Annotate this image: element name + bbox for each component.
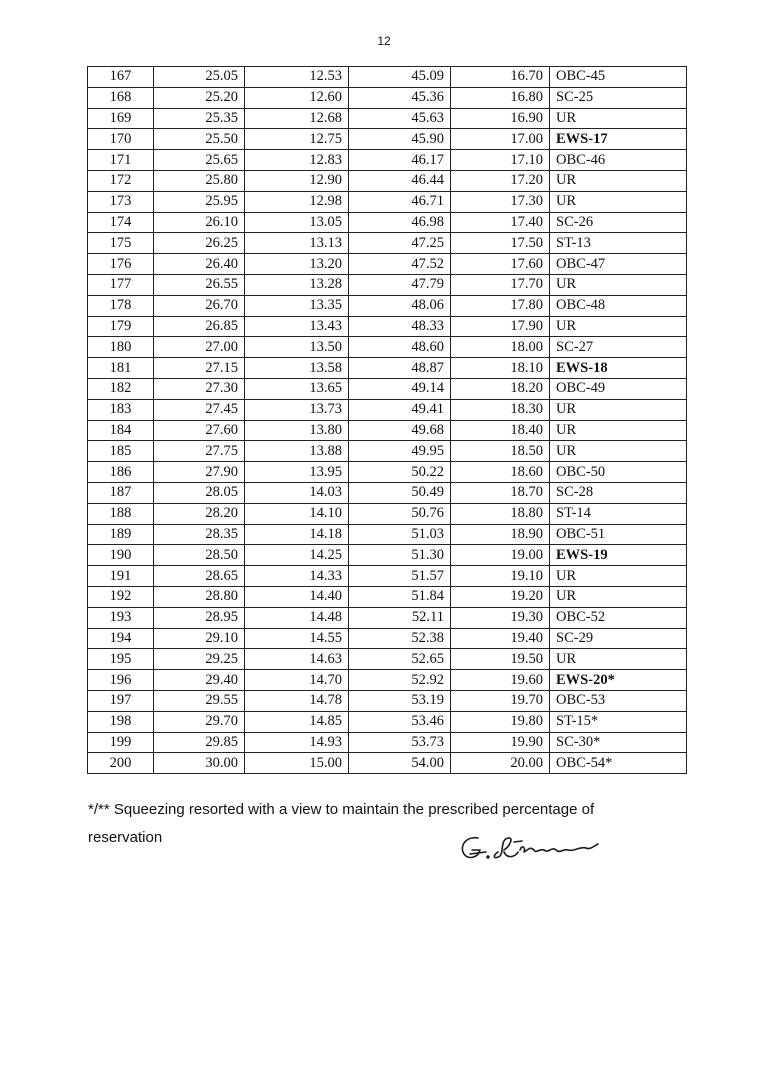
cell-col-4: 45.09 [349, 67, 451, 88]
cell-serial-no: 181 [88, 358, 154, 379]
cell-col-3: 14.10 [245, 503, 349, 524]
cell-col-5: 16.70 [451, 67, 550, 88]
cell-serial-no: 178 [88, 295, 154, 316]
cell-col-5: 19.90 [451, 732, 550, 753]
cell-category: ST-14 [550, 503, 687, 524]
cell-col-5: 18.10 [451, 358, 550, 379]
cell-col-4: 52.11 [349, 607, 451, 628]
cell-col-4: 45.63 [349, 108, 451, 129]
cell-category: UR [550, 170, 687, 191]
cell-serial-no: 182 [88, 378, 154, 399]
table-row [88, 545, 687, 566]
cell-col-5: 16.90 [451, 108, 550, 129]
cell-serial-no: 189 [88, 524, 154, 545]
cell-col-5: 17.30 [451, 191, 550, 212]
cell-col-3: 13.58 [245, 358, 349, 379]
cell-col-3: 13.13 [245, 233, 349, 254]
table-row [88, 524, 687, 545]
cell-serial-no: 200 [88, 753, 154, 774]
cell-col-2: 29.40 [154, 670, 245, 691]
cell-col-4: 47.52 [349, 254, 451, 275]
cell-col-5: 18.40 [451, 420, 550, 441]
cell-col-5: 19.30 [451, 607, 550, 628]
cell-col-3: 12.60 [245, 87, 349, 108]
cell-col-4: 51.30 [349, 545, 451, 566]
cell-category: EWS-20* [550, 670, 687, 691]
table-row [88, 378, 687, 399]
cell-serial-no: 195 [88, 649, 154, 670]
cell-col-5: 18.50 [451, 441, 550, 462]
cell-serial-no: 188 [88, 503, 154, 524]
cell-category: UR [550, 649, 687, 670]
page-number: 12 [377, 34, 391, 48]
cell-col-3: 12.75 [245, 129, 349, 150]
cell-category: ST-13 [550, 233, 687, 254]
cell-col-3: 13.43 [245, 316, 349, 337]
cell-col-2: 27.45 [154, 399, 245, 420]
table-row [88, 753, 687, 774]
cell-col-4: 49.95 [349, 441, 451, 462]
cell-serial-no: 177 [88, 274, 154, 295]
cell-col-4: 48.60 [349, 337, 451, 358]
cell-col-5: 18.80 [451, 503, 550, 524]
cell-category: EWS-19 [550, 545, 687, 566]
cell-serial-no: 173 [88, 191, 154, 212]
table-row [88, 295, 687, 316]
table-row [88, 129, 687, 150]
table-row [88, 732, 687, 753]
cell-category: OBC-52 [550, 607, 687, 628]
cell-category: UR [550, 191, 687, 212]
cell-col-2: 29.10 [154, 628, 245, 649]
cell-col-2: 25.95 [154, 191, 245, 212]
cell-category: OBC-51 [550, 524, 687, 545]
cell-col-3: 14.85 [245, 711, 349, 732]
cell-category: UR [550, 586, 687, 607]
table-row [88, 191, 687, 212]
table-row [88, 87, 687, 108]
cell-col-3: 13.88 [245, 441, 349, 462]
cell-col-2: 28.50 [154, 545, 245, 566]
cell-col-3: 12.98 [245, 191, 349, 212]
cell-col-4: 49.41 [349, 399, 451, 420]
cell-serial-no: 171 [88, 150, 154, 171]
cell-serial-no: 191 [88, 566, 154, 587]
cell-col-5: 18.30 [451, 399, 550, 420]
table-row [88, 670, 687, 691]
cell-category: SC-25 [550, 87, 687, 108]
footnote: */** Squeezing resorted with a view to maintain the prescribed percentage of reservation [88, 801, 595, 846]
cell-col-3: 15.00 [245, 753, 349, 774]
cell-col-4: 46.71 [349, 191, 451, 212]
cell-col-3: 14.63 [245, 649, 349, 670]
cell-category: OBC-45 [550, 67, 687, 88]
cell-col-2: 25.05 [154, 67, 245, 88]
cell-col-3: 14.70 [245, 670, 349, 691]
cell-col-2: 28.65 [154, 566, 245, 587]
cell-col-2: 26.85 [154, 316, 245, 337]
cell-col-4: 53.19 [349, 690, 451, 711]
cell-col-4: 54.00 [349, 753, 451, 774]
cell-col-4: 52.38 [349, 628, 451, 649]
cell-col-3: 13.50 [245, 337, 349, 358]
cell-col-5: 18.60 [451, 462, 550, 483]
roster-table-body [88, 67, 687, 774]
cell-col-3: 12.83 [245, 150, 349, 171]
roster-table [87, 66, 687, 774]
cell-category: SC-27 [550, 337, 687, 358]
table-row [88, 233, 687, 254]
cell-col-2: 28.35 [154, 524, 245, 545]
cell-serial-no: 174 [88, 212, 154, 233]
cell-category: OBC-53 [550, 690, 687, 711]
cell-category: OBC-54* [550, 753, 687, 774]
cell-col-5: 17.20 [451, 170, 550, 191]
cell-category: OBC-48 [550, 295, 687, 316]
table-row [88, 212, 687, 233]
cell-col-2: 27.90 [154, 462, 245, 483]
cell-col-3: 14.03 [245, 482, 349, 503]
cell-col-5: 16.80 [451, 87, 550, 108]
cell-serial-no: 186 [88, 462, 154, 483]
cell-col-5: 20.00 [451, 753, 550, 774]
cell-category: OBC-49 [550, 378, 687, 399]
cell-col-5: 17.40 [451, 212, 550, 233]
cell-col-2: 27.00 [154, 337, 245, 358]
cell-serial-no: 167 [88, 67, 154, 88]
cell-serial-no: 193 [88, 607, 154, 628]
cell-col-2: 27.75 [154, 441, 245, 462]
cell-col-3: 14.18 [245, 524, 349, 545]
cell-col-4: 45.90 [349, 129, 451, 150]
table-row [88, 628, 687, 649]
cell-col-3: 13.35 [245, 295, 349, 316]
cell-col-5: 18.70 [451, 482, 550, 503]
cell-category: UR [550, 441, 687, 462]
cell-col-5: 18.20 [451, 378, 550, 399]
cell-category: SC-30* [550, 732, 687, 753]
cell-col-3: 13.95 [245, 462, 349, 483]
cell-serial-no: 196 [88, 670, 154, 691]
table-row [88, 503, 687, 524]
table-row [88, 254, 687, 275]
cell-col-4: 51.03 [349, 524, 451, 545]
table-row [88, 482, 687, 503]
cell-col-4: 46.44 [349, 170, 451, 191]
table-row [88, 566, 687, 587]
cell-col-2: 27.15 [154, 358, 245, 379]
cell-col-3: 13.73 [245, 399, 349, 420]
cell-serial-no: 179 [88, 316, 154, 337]
cell-col-2: 28.05 [154, 482, 245, 503]
cell-col-3: 14.33 [245, 566, 349, 587]
cell-col-5: 19.70 [451, 690, 550, 711]
cell-serial-no: 192 [88, 586, 154, 607]
cell-col-2: 25.50 [154, 129, 245, 150]
cell-category: UR [550, 274, 687, 295]
cell-col-2: 27.30 [154, 378, 245, 399]
table-row [88, 170, 687, 191]
cell-col-5: 17.10 [451, 150, 550, 171]
cell-col-2: 28.20 [154, 503, 245, 524]
cell-col-4: 52.65 [349, 649, 451, 670]
cell-col-5: 17.70 [451, 274, 550, 295]
cell-serial-no: 180 [88, 337, 154, 358]
cell-category: SC-26 [550, 212, 687, 233]
cell-serial-no: 175 [88, 233, 154, 254]
table-row [88, 586, 687, 607]
cell-category: UR [550, 420, 687, 441]
cell-col-2: 26.10 [154, 212, 245, 233]
cell-col-2: 29.55 [154, 690, 245, 711]
cell-col-2: 26.70 [154, 295, 245, 316]
cell-col-2: 26.40 [154, 254, 245, 275]
cell-col-2: 27.60 [154, 420, 245, 441]
cell-col-4: 50.22 [349, 462, 451, 483]
cell-col-4: 48.06 [349, 295, 451, 316]
cell-col-2: 28.80 [154, 586, 245, 607]
cell-category: EWS-18 [550, 358, 687, 379]
table-row [88, 274, 687, 295]
table-row [88, 462, 687, 483]
cell-col-2: 29.25 [154, 649, 245, 670]
cell-col-4: 49.68 [349, 420, 451, 441]
cell-col-2: 26.25 [154, 233, 245, 254]
cell-serial-no: 170 [88, 129, 154, 150]
signature-image [456, 830, 616, 866]
cell-serial-no: 198 [88, 711, 154, 732]
cell-col-5: 19.10 [451, 566, 550, 587]
cell-col-4: 46.17 [349, 150, 451, 171]
cell-col-2: 25.35 [154, 108, 245, 129]
cell-col-4: 47.79 [349, 274, 451, 295]
cell-col-5: 19.80 [451, 711, 550, 732]
table-row [88, 711, 687, 732]
cell-col-3: 12.53 [245, 67, 349, 88]
cell-col-5: 17.00 [451, 129, 550, 150]
table-row [88, 108, 687, 129]
table-row [88, 316, 687, 337]
cell-col-5: 18.90 [451, 524, 550, 545]
cell-col-5: 19.40 [451, 628, 550, 649]
table-row [88, 399, 687, 420]
cell-col-4: 51.84 [349, 586, 451, 607]
cell-category: UR [550, 399, 687, 420]
cell-col-3: 13.65 [245, 378, 349, 399]
cell-col-3: 12.68 [245, 108, 349, 129]
cell-col-4: 50.49 [349, 482, 451, 503]
cell-col-4: 53.46 [349, 711, 451, 732]
cell-col-4: 53.73 [349, 732, 451, 753]
table-row [88, 690, 687, 711]
cell-col-5: 19.50 [451, 649, 550, 670]
cell-col-5: 17.90 [451, 316, 550, 337]
cell-serial-no: 184 [88, 420, 154, 441]
table-row [88, 358, 687, 379]
cell-col-5: 18.00 [451, 337, 550, 358]
cell-category: EWS-17 [550, 129, 687, 150]
cell-serial-no: 169 [88, 108, 154, 129]
cell-col-4: 47.25 [349, 233, 451, 254]
cell-serial-no: 194 [88, 628, 154, 649]
cell-serial-no: 172 [88, 170, 154, 191]
table-row [88, 441, 687, 462]
cell-col-5: 19.20 [451, 586, 550, 607]
cell-col-4: 48.33 [349, 316, 451, 337]
cell-col-3: 14.78 [245, 690, 349, 711]
cell-col-4: 46.98 [349, 212, 451, 233]
cell-col-2: 30.00 [154, 753, 245, 774]
cell-col-5: 17.60 [451, 254, 550, 275]
cell-col-4: 52.92 [349, 670, 451, 691]
cell-col-4: 51.57 [349, 566, 451, 587]
cell-col-4: 49.14 [349, 378, 451, 399]
table-row [88, 150, 687, 171]
table-row [88, 649, 687, 670]
cell-col-5: 17.80 [451, 295, 550, 316]
cell-category: UR [550, 108, 687, 129]
cell-col-5: 19.00 [451, 545, 550, 566]
cell-category: ST-15* [550, 711, 687, 732]
cell-col-4: 50.76 [349, 503, 451, 524]
cell-col-3: 14.48 [245, 607, 349, 628]
cell-serial-no: 190 [88, 545, 154, 566]
cell-serial-no: 199 [88, 732, 154, 753]
cell-col-2: 26.55 [154, 274, 245, 295]
cell-col-3: 13.05 [245, 212, 349, 233]
cell-col-2: 25.80 [154, 170, 245, 191]
table-row [88, 420, 687, 441]
cell-col-3: 14.93 [245, 732, 349, 753]
cell-col-5: 17.50 [451, 233, 550, 254]
cell-col-3: 14.40 [245, 586, 349, 607]
cell-col-3: 13.80 [245, 420, 349, 441]
cell-serial-no: 185 [88, 441, 154, 462]
cell-col-2: 25.20 [154, 87, 245, 108]
cell-category: OBC-50 [550, 462, 687, 483]
cell-serial-no: 197 [88, 690, 154, 711]
cell-col-4: 45.36 [349, 87, 451, 108]
table-row [88, 607, 687, 628]
cell-serial-no: 176 [88, 254, 154, 275]
cell-col-3: 13.28 [245, 274, 349, 295]
cell-col-4: 48.87 [349, 358, 451, 379]
cell-serial-no: 168 [88, 87, 154, 108]
cell-col-3: 12.90 [245, 170, 349, 191]
table-row [88, 67, 687, 88]
cell-category: SC-28 [550, 482, 687, 503]
cell-serial-no: 183 [88, 399, 154, 420]
cell-category: OBC-46 [550, 150, 687, 171]
cell-col-3: 14.55 [245, 628, 349, 649]
cell-col-2: 25.65 [154, 150, 245, 171]
cell-col-3: 14.25 [245, 545, 349, 566]
cell-col-3: 13.20 [245, 254, 349, 275]
cell-category: UR [550, 316, 687, 337]
cell-category: OBC-47 [550, 254, 687, 275]
cell-col-2: 29.85 [154, 732, 245, 753]
cell-col-2: 28.95 [154, 607, 245, 628]
cell-col-5: 19.60 [451, 670, 550, 691]
cell-serial-no: 187 [88, 482, 154, 503]
cell-col-2: 29.70 [154, 711, 245, 732]
table-row [88, 337, 687, 358]
cell-category: SC-29 [550, 628, 687, 649]
cell-category: UR [550, 566, 687, 587]
